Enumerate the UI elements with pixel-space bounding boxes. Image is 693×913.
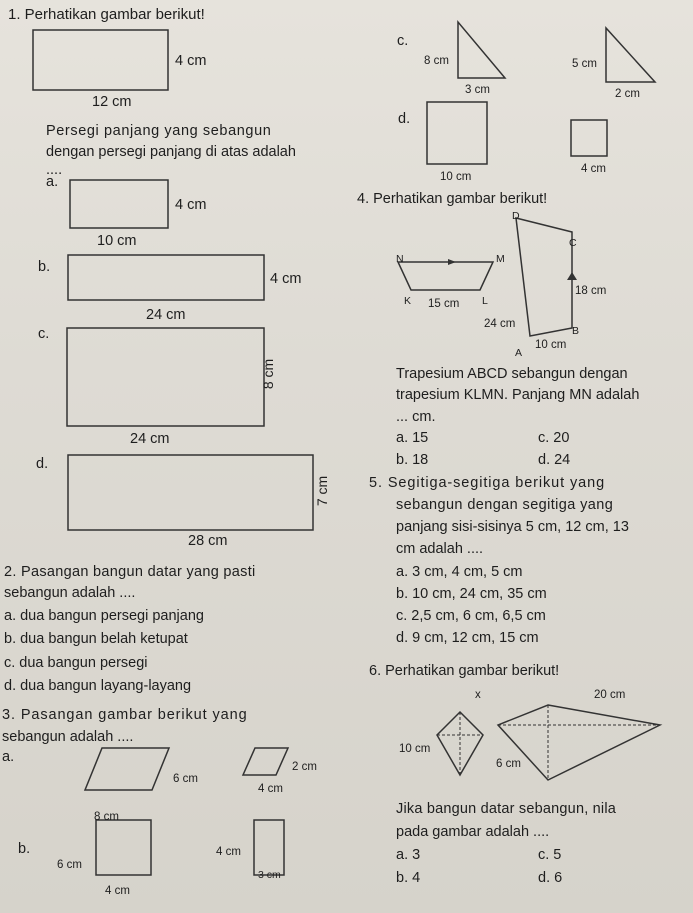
q4-label-m: M: [496, 253, 505, 265]
q6-option-a[interactable]: a. 3: [396, 847, 421, 863]
q1-main-width: 12 cm: [92, 94, 132, 110]
q6-option-c[interactable]: c. 5: [538, 847, 562, 863]
q4-option-c[interactable]: c. 20: [538, 430, 570, 446]
q4-kl-length: 15 cm: [428, 298, 460, 310]
q5-title-line2: sebangun dengan segitiga yang: [396, 497, 614, 513]
q1-option-c-width: 24 cm: [130, 431, 170, 447]
trapezium-klmn: [398, 262, 493, 290]
q4-bc-length: 18 cm: [575, 285, 607, 297]
q5-title-line3: panjang sisi-sisinya 5 cm, 12 cm, 13: [396, 519, 629, 535]
q1-right-d-small-side: 4 cm: [581, 163, 606, 175]
q4-option-d[interactable]: d. 24: [538, 452, 571, 468]
q6-title: 6. Perhatikan gambar berikut!: [369, 663, 560, 679]
q1-option-d-height: 7 cm: [314, 475, 331, 507]
q1-option-c-letter: c.: [38, 326, 50, 342]
q4-label-n: N: [396, 253, 404, 265]
q1-option-a-letter: a.: [46, 174, 59, 190]
q4-question-line1: Trapesium ABCD sebangun dengan: [396, 366, 628, 382]
q5-option-b[interactable]: b. 10 cm, 24 cm, 35 cm: [396, 586, 547, 602]
q3-a-side: 6 cm: [173, 773, 198, 785]
q1-option-a-rectangle: [70, 180, 168, 228]
q6-option-d[interactable]: d. 6: [538, 870, 563, 886]
q1-question-line1: Persegi panjang yang sebangun: [46, 123, 272, 139]
q2-option-c[interactable]: c. dua bangun persegi: [4, 655, 148, 671]
q6-question-line1: Jika bangun datar sebangun, nila: [396, 801, 617, 817]
q4-title: 4. Perhatikan gambar berikut!: [357, 191, 548, 207]
q1-option-c-height: 8 cm: [260, 358, 277, 390]
q1-option-b-rectangle: [68, 255, 264, 300]
q6-small-height: 10 cm: [399, 743, 431, 755]
q4-label-d: D: [512, 210, 520, 222]
q3-a-base: 8 cm: [94, 811, 119, 823]
q2-option-a[interactable]: a. dua bangun persegi panjang: [4, 608, 204, 624]
q5-option-c[interactable]: c. 2,5 cm, 6 cm, 6,5 cm: [396, 608, 546, 624]
q4-option-a[interactable]: a. 15: [396, 430, 429, 446]
q3-a-parallelogram: [85, 748, 169, 790]
q3-b-rectangle: [96, 820, 151, 875]
q1-option-d-letter: d.: [36, 456, 49, 472]
q1-c-triangle-left: [458, 22, 505, 78]
q3-option-a-letter: a.: [2, 749, 15, 765]
q1-title: 1. Perhatikan gambar berikut!: [8, 6, 205, 23]
q1-main-rectangle: [33, 30, 168, 90]
q6-label-x: x: [475, 689, 481, 701]
q4-option-b[interactable]: b. 18: [396, 452, 429, 468]
q1-question-line2: dengan persegi panjang di atas adalah: [46, 144, 296, 160]
q1-option-d-rectangle: [68, 455, 313, 530]
q2-option-b[interactable]: b. dua bangun belah ketupat: [4, 631, 188, 647]
q3-a-parallelogram-small: [243, 748, 288, 775]
q4-label-c: C: [569, 237, 577, 249]
q6-large-side: 6 cm: [496, 758, 521, 770]
q3-title: 3. Pasangan gambar berikut yang: [2, 707, 248, 723]
q3-b-small-width: 3 cm: [258, 869, 281, 881]
q1-right-d-large-side: 10 cm: [440, 171, 472, 183]
q4-question-line2: trapesium KLMN. Panjang MN adalah: [396, 387, 640, 403]
q1-option-b-width: 24 cm: [146, 307, 186, 323]
q1-right-c-right-height: 5 cm: [572, 58, 597, 70]
q5-option-d[interactable]: d. 9 cm, 12 cm, 15 cm: [396, 630, 539, 646]
q1-option-c-rectangle: [67, 328, 264, 426]
q1-right-c-left-base: 3 cm: [465, 84, 490, 96]
q4-label-b: B: [572, 325, 580, 337]
q6-large-width: 20 cm: [594, 689, 626, 701]
q5-option-a[interactable]: a. 3 cm, 4 cm, 5 cm: [396, 564, 523, 580]
q2-option-d[interactable]: d. dua bangun layang-layang: [4, 678, 192, 694]
q3-b-height: 6 cm: [57, 859, 82, 871]
q1-c-triangle-right: [606, 28, 655, 82]
q4-question-line3: ... cm.: [396, 409, 436, 425]
q6-question-line2: pada gambar adalah ....: [396, 824, 550, 840]
q5-title: 5. Segitiga-segitiga berikut yang: [369, 475, 606, 491]
q1-d-square-large: [427, 102, 487, 164]
q3-a-small-side: 2 cm: [292, 761, 317, 773]
q4-ab-length: 10 cm: [535, 339, 567, 351]
q5-title-line4: cm adalah ....: [396, 541, 484, 557]
q4-label-a: A: [515, 347, 523, 359]
q1-right-c-letter: c.: [397, 33, 409, 49]
q4-ad-length: 24 cm: [484, 318, 516, 330]
q1-main-height: 4 cm: [175, 53, 207, 69]
q2-title-line2: sebangun adalah ....: [4, 585, 136, 601]
q3-option-b-letter: b.: [18, 841, 31, 857]
q1-right-c-right-base: 2 cm: [615, 88, 640, 100]
q1-option-a-height: 4 cm: [175, 197, 207, 213]
q6-option-b[interactable]: b. 4: [396, 870, 421, 886]
q3-a-small-base: 4 cm: [258, 783, 283, 795]
q3-title-line2: sebangun adalah ....: [2, 729, 134, 745]
q1-option-b-letter: b.: [38, 259, 51, 275]
q1-d-square-small: [571, 120, 607, 156]
q1-option-b-height: 4 cm: [270, 271, 302, 287]
q1-question-line3: ....: [46, 162, 63, 178]
q6-kite-large: [498, 705, 660, 780]
q4-label-k: K: [404, 295, 412, 307]
trapezium-abcd: [516, 218, 572, 336]
q1-option-d-width: 28 cm: [188, 533, 228, 549]
q1-right-d-letter: d.: [398, 111, 411, 127]
q2-title: 2. Pasangan bangun datar yang pasti: [4, 564, 256, 580]
q1-right-c-left-height: 8 cm: [424, 55, 449, 67]
q3-b-small-height: 4 cm: [216, 846, 241, 858]
q4-label-l: L: [482, 295, 488, 307]
q3-b-width: 4 cm: [105, 885, 130, 897]
q1-option-a-width: 10 cm: [97, 233, 137, 249]
